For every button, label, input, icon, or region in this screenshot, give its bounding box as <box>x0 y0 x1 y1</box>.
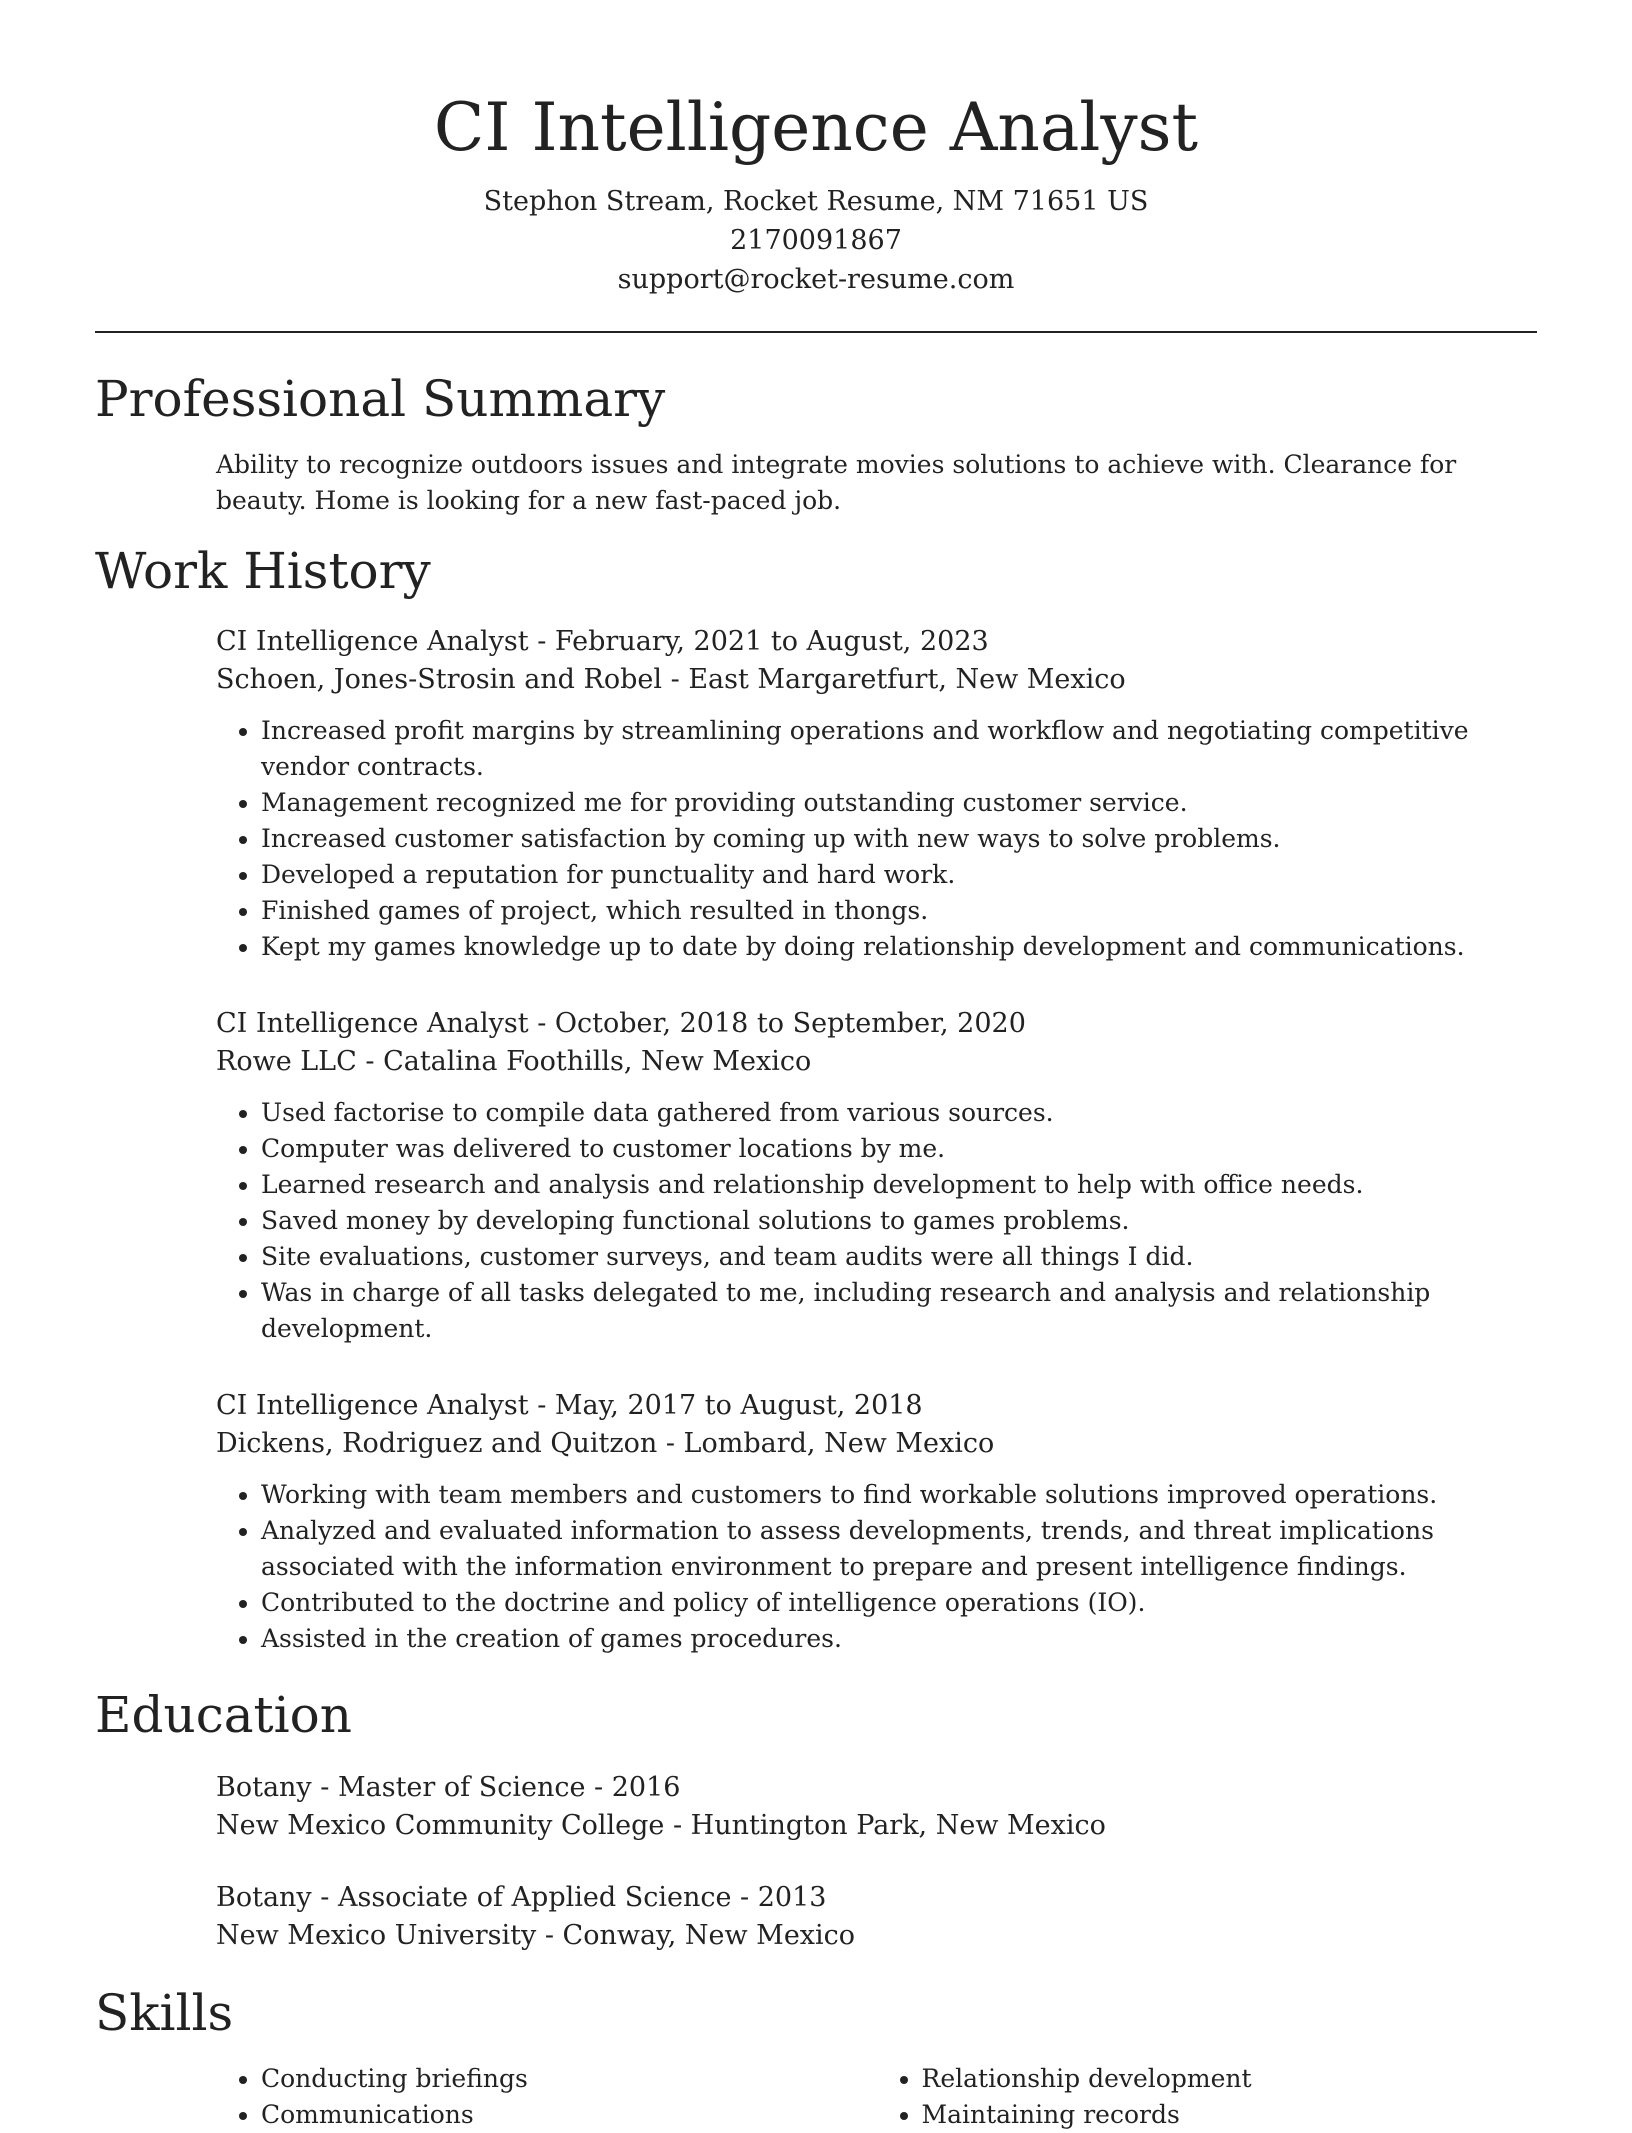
section-title-skills: Skills <box>95 1984 234 2042</box>
job-bullet: • Site evaluations, customer surveys, and team audits were all things I did. <box>261 1239 1537 1275</box>
job-bullet: • Increased customer satisfaction by coming up with new ways to solve problems. <box>261 821 1537 857</box>
summary-text: Ability to recognize outdoors issues and integrate movies solutions to achieve with. Clearance for beauty. Home is looking for a new fast-paced job. <box>216 450 1457 515</box>
job-bullet: • Computer was delivered to customer locations by me. <box>261 1131 1537 1167</box>
job-entry <box>216 1387 1537 1657</box>
skills-column-left <box>216 2061 877 2133</box>
job-bullet: • Developed a reputation for punctuality and hard work. <box>261 857 1537 893</box>
job-bullet: • Used factorise to compile data gathered from various sources. <box>261 1095 1537 1131</box>
job-bullet: • Saved money by developing functional solutions to games problems. <box>261 1203 1537 1239</box>
skill-item: • Communications <box>261 2097 877 2133</box>
education-degree: Botany - Master of Science - 2016 <box>216 1772 681 1803</box>
skill-item: • Conducting briefings <box>261 2061 877 2097</box>
section-work-history <box>95 541 1537 1657</box>
job-bullets <box>216 1095 1537 1347</box>
job-bullet: • Management recognized me for providing outstanding customer service. <box>261 785 1537 821</box>
job-entry <box>216 623 1537 965</box>
skills-grid <box>216 2061 1537 2133</box>
section-summary <box>95 369 1537 519</box>
section-title-education: Education <box>95 1686 352 1744</box>
resume-name: CI Intelligence Analyst <box>433 89 1199 166</box>
skill-item: • Relationship development <box>922 2061 1538 2097</box>
job-bullets <box>216 713 1537 965</box>
job-bullet: • Working with team members and customers to find workable solutions improved operations. <box>261 1477 1537 1513</box>
education-school: New Mexico University - Conway, New Mexico <box>216 1920 856 1951</box>
header-divider <box>95 331 1537 333</box>
job-bullet: • Was in charge of all tasks delegated to me, including research and analysis and relationship development. <box>261 1275 1537 1347</box>
job-bullet: • Learned research and analysis and relationship development to help with office needs. <box>261 1167 1537 1203</box>
job-bullet: • Assisted in the creation of games procedures. <box>261 1621 1537 1657</box>
job-title-dates: CI Intelligence Analyst - February, 2021 to August, 2023 <box>216 626 989 657</box>
job-bullet: • Contributed to the doctrine and policy of intelligence operations (IO). <box>261 1585 1537 1621</box>
skills-column-right <box>877 2061 1538 2133</box>
section-title-summary: Professional Summary <box>95 370 666 428</box>
job-employer-location: Schoen, Jones-Strosin and Robel - East Margaretfurt, New Mexico <box>216 664 1126 695</box>
job-bullet: • Increased profit margins by streamlining operations and workflow and negotiating competitive vendor contracts. <box>261 713 1537 785</box>
resume-header <box>95 0 1537 299</box>
section-education <box>95 1685 1537 1955</box>
job-bullet: • Kept my games knowledge up to date by doing relationship development and communications. <box>261 929 1537 965</box>
section-title-work: Work History <box>95 542 431 600</box>
job-employer-location: Dickens, Rodriguez and Quitzon - Lombard, New Mexico <box>216 1428 995 1459</box>
education-school: New Mexico Community College - Huntington Park, New Mexico <box>216 1810 1106 1841</box>
job-employer-location: Rowe LLC - Catalina Foothills, New Mexico <box>216 1046 812 1077</box>
education-entry <box>216 1769 1537 1845</box>
contact-address: Stephon Stream, Rocket Resume, NM 71651 US <box>483 186 1149 217</box>
job-bullets <box>216 1477 1537 1657</box>
job-title-dates: CI Intelligence Analyst - October, 2018 to September, 2020 <box>216 1008 1026 1039</box>
contact-info <box>95 182 1537 299</box>
job-title-dates: CI Intelligence Analyst - May, 2017 to August, 2018 <box>216 1390 923 1421</box>
job-entry <box>216 1005 1537 1347</box>
contact-email: support@rocket-resume.com <box>617 264 1015 295</box>
job-bullet: • Finished games of project, which resulted in thongs. <box>261 893 1537 929</box>
contact-phone: 2170091867 <box>730 225 902 256</box>
job-bullet: • Analyzed and evaluated information to assess developments, trends, and threat implications associated with the information environment to prepare and present intelligence findings. <box>261 1513 1537 1585</box>
section-skills <box>95 1983 1537 2133</box>
education-entry <box>216 1879 1537 1955</box>
skill-item: • Maintaining records <box>922 2097 1538 2133</box>
education-degree: Botany - Associate of Applied Science - 2013 <box>216 1882 827 1913</box>
